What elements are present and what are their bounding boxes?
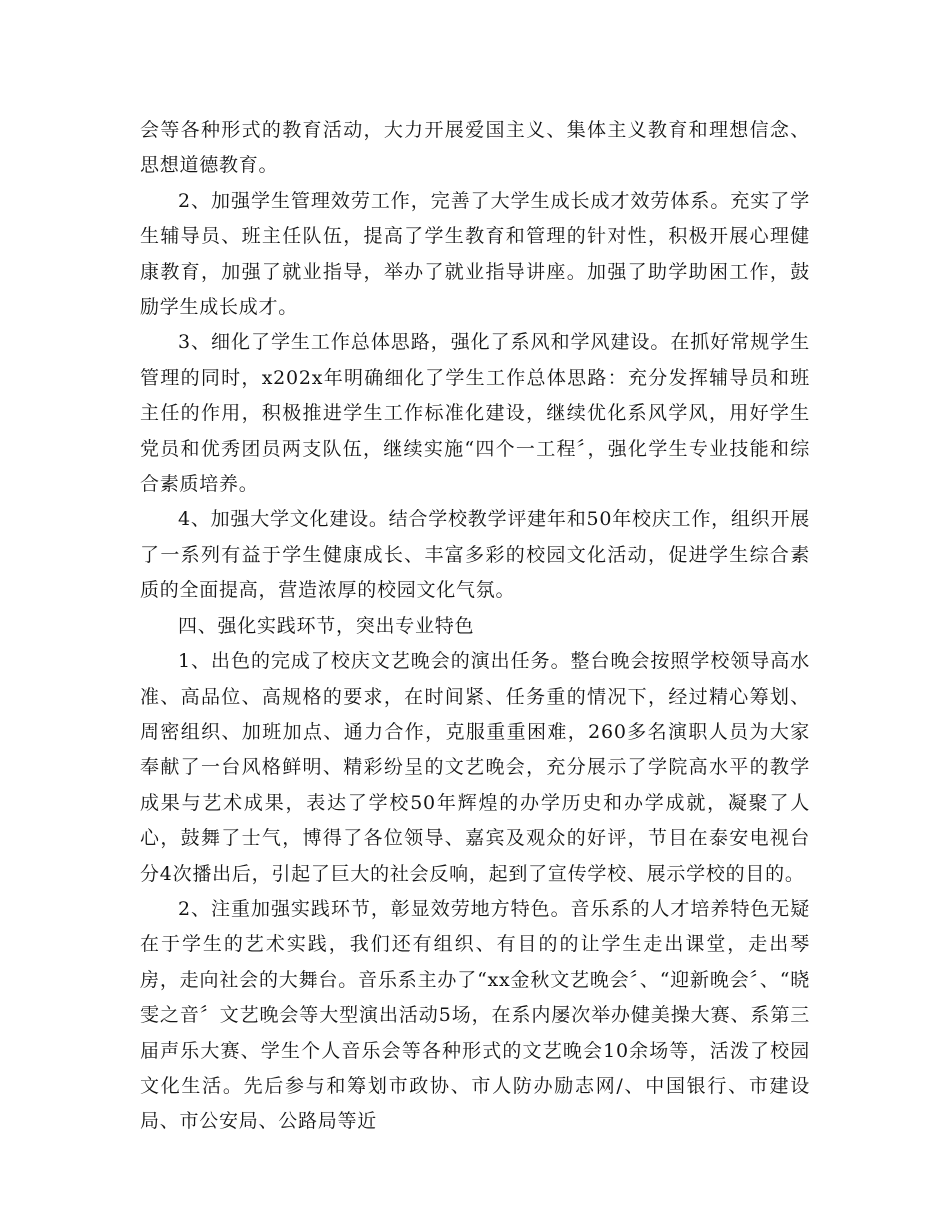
paragraph-item-2: 2、加强学生管理效劳工作，完善了大学生成长成才效劳体系。充实了学生辅导员、班主任队伍，提高了学生教育和管理的针对性，积极开展心理健康教育，加强了就业指导，举办了就业指导讲座。加强了助学助困工作，鼓励学生成长成才。 [140,189,810,319]
document-body [140,113,810,1140]
paragraph-section4-item-1: 1、出色的完成了校庆文艺晚会的演出任务。整台晚会按照学校领导高水准、高品位、高规格的要求，在时间紧、任务重的情况下，经过精心筹划、周密组织、加班加点、通力合作，克服重重困难，260多名演职人员为大家奉献了一台风格鲜明、精彩纷呈的文艺晚会，充分展示了学院高水平的教学成果与艺术成果，表达了学校50年辉煌的办学历史和办学成就，凝聚了人心，鼓舞了士气，博得了各位领导、嘉宾及观众的好评，节目在泰安电视台分4次播出后，引起了巨大的社会反响，起到了宣传学校、展示学校的目的。 [140,650,810,885]
paragraph-item-4: 4、加强大学文化建设。结合学校教学评建年和50年校庆工作，组织开展了一系列有益于学生健康成长、丰富多彩的校园文化活动，促进学生综合素质的全面提高，营造浓厚的校园文化气氛。 [140,508,810,602]
paragraph-item-3: 3、细化了学生工作总体思路，强化了系风和学风建设。在抓好常规学生管理的同时，x202x年明确细化了学生工作总体思路：充分发挥辅导员和班主任的作用，积极推进学生工作标准化建设，继续优化系风学风，用好学生党员和优秀团员两支队伍，继续实施“四个一工程〞，强化学生专业技能和综合素质培养。 [140,331,810,496]
paragraph-continuation: 会等各种形式的教育活动，大力开展爱国主义、集体主义教育和理想信念、思想道德教育。 [140,119,810,177]
section-heading-4: 四、强化实践环节，突出专业特色 [178,614,475,637]
paragraph-section4-item-2: 2、注重加强实践环节，彰显效劳地方特色。音乐系的人才培养特色无疑在于学生的艺术实践，我们还有组织、有目的的让学生走出课堂，走出琴房，走向社会的大舞台。音乐系主办了“xx金秋文艺晚会〞、“迎新晚会〞、“晓雯之音〞文艺晚会等大型演出活动5场，在系内屡次举办健美操大赛、系第三届声乐大赛、学生个人音乐会等各种形式的文艺晚会10余场等，活泼了校园文化生活。先后参与和筹划市政协、市人防办励志网/、中国银行、市建设局、市公安局、公路局等近 [140,897,810,1133]
